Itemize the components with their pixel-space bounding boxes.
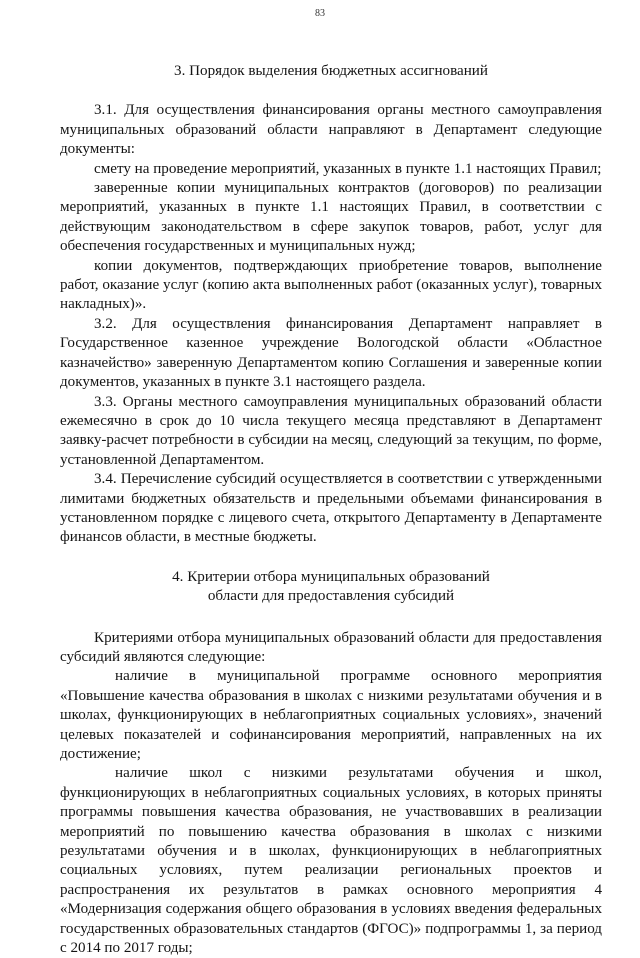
paragraph-3-4: 3.4. Перечисление субсидий осуществляется в соответствии с утвержденными лимитами бюджетных обязательств и предельными объемами финансирования в установленном порядке с лицевого счета, открытого Департаменту в Департаменте финансов области, в местные бюджеты.: [60, 471, 602, 546]
section-4-heading-line-1: 4. Критерии отбора муниципальных образований: [172, 568, 490, 585]
section-4-heading-line-2: области для предоставления субсидий: [207, 588, 455, 605]
list-item-documents: копии документов, подтверждающих приобретение товаров, выполнение работ, оказание услуг (копию акта выполненных работ (оказанных услуг), товарных накладных)».: [60, 257, 602, 313]
paragraph-3-1: 3.1. Для осуществления финансирования органы местного самоуправления муниципальных образований области направляют в Департамент следующие документы:: [60, 102, 602, 158]
paragraph-criteria-intro: Критериями отбора муниципальных образований области для предоставления субсидий являются следующие:: [60, 629, 602, 665]
paragraph-3-3: 3.3. Органы местного самоуправления муниципальных образований области ежемесячно в срок до 10 числа текущего месяца представляют в Департамент заявку-расчет потребности в субсидии на месяц, следующий за текущим, по форме, установленной Департаментом.: [60, 393, 602, 468]
section-3-heading: 3. Порядок выделения бюджетных ассигнований: [174, 63, 488, 79]
paragraph-3-2: 3.2. Для осуществления финансирования Департамент направляет в Государственное казенное учреждение Вологодской области «Областное казначейство» заверенную Департаментом копию Соглашения и заверенные копии документов, указанных в пункте 3.1 настоящего раздела.: [60, 315, 602, 391]
list-item-estimate: смету на проведение мероприятий, указанных в пункте 1.1 настоящих Правил;: [94, 160, 602, 177]
list-item-contracts: заверенные копии муниципальных контрактов (договоров) по реализации мероприятий, указанных в пункте 1.1 настоящих Правил, в соответствии с действующим законодательством в сфере закупок товаров, работ, услуг для обеспечения государственных и муниципальных нужд;: [60, 180, 602, 255]
list-item-criterion-program: наличие в муниципальной программе основного мероприятия «Повышение качества образования в школах с низкими результатами обучения и в школах, функционирующих в неблагоприятных социальных условиях», значений целевых показателей и софинансирования мероприятий, направленных на их достижение;: [60, 668, 602, 762]
list-item-criterion-schools: наличие школ с низкими результатами обучения и школ, функционирующих в неблагоприятных социальных условиях, в которых приняты программы повышения качества образования, не участвовавших в реализации мероприятий по повышению качества образования в школах с низкими результатами обучения и в школах, функционирующих в неблагоприятных социальных условиях, путем реализации региональных проектов и распространения их результатов в рамках основного мероприятия 4 «Модернизация содержания общего образования в условиях введения федеральных государственных образовательных стандартов (ФГОС)» подпрограммы 1, за период с 2014 по 2017 годы;: [60, 765, 602, 957]
page-number: 83: [315, 8, 325, 19]
section-4-heading: [60, 568, 602, 607]
document-body: [60, 62, 602, 958]
